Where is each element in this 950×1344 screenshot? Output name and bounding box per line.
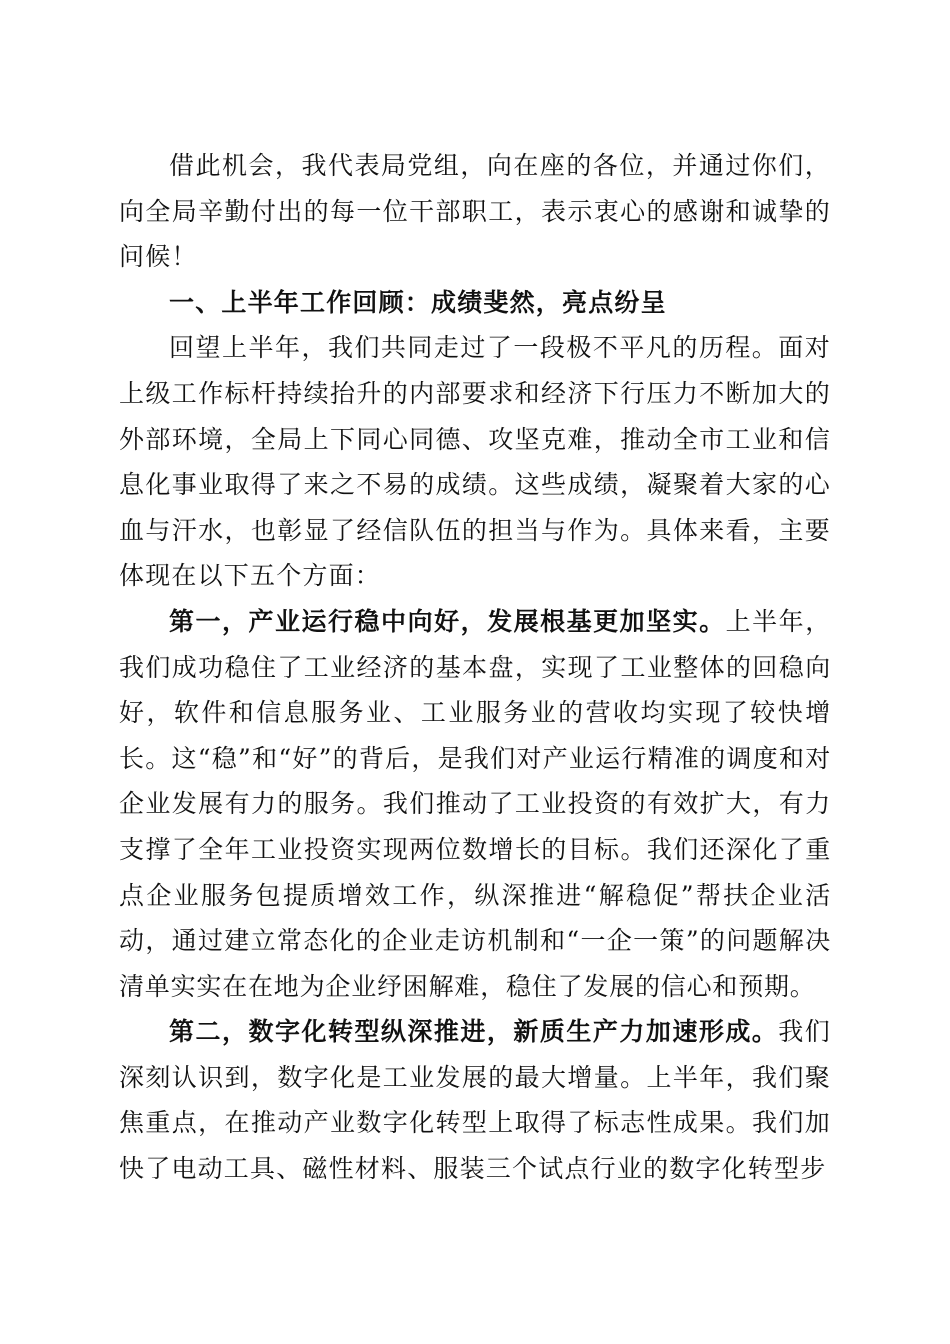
point-one-paragraph <box>119 599 831 1009</box>
section-heading: 一、上半年工作回顾：成绩斐然，亮点纷呈 <box>169 287 667 317</box>
point-one-body: 上半年，我们成功稳住了工业经济的基本盘，实现了工业整体的回稳向好，软件和信息服务业、工业服务业的营收均实现了较快增长。这“稳”和“好”的背后，是我们对产业运行精准的调度和对企业发展有力的服务。我们推动了工业投资的有效扩大，有力支撑了全年工业投资实现两位数增长的目标。我们还深化了重点企业服务包提质增效工作，纵深推进“解稳促”帮扶企业活动，通过建立常态化的企业走访机制和“一企一策”的问题解决清单实实在在地为企业纾困解难，稳住了发展的信心和预期。 <box>119 606 831 1001</box>
review-paragraph: 回望上半年，我们共同走过了一段极不平凡的历程。面对上级工作标杆持续抬升的内部要求和经济下行压力不断加大的外部环境，全局上下同心同德、攻坚克难，推动全市工业和信息化事业取得了来之不易的成绩。这些成绩，凝聚着大家的心血与汗水，也彰显了经信队伍的担当与作为。具体来看，主要体现在以下五个方面： <box>119 333 831 591</box>
opening-paragraph: 借此机会，我代表局党组，向在座的各位，并通过你们，向全局辛勤付出的每一位干部职工，表示衷心的感谢和诚挚的问候！ <box>119 151 831 272</box>
point-one-lead: 第一，产业运行稳中向好，发展根基更加坚实。 <box>169 606 726 636</box>
point-two-paragraph <box>119 1009 831 1191</box>
point-two-lead: 第二，数字化转型纵深推进，新质生产力加速形成。 <box>169 1017 779 1047</box>
document-body <box>119 143 831 1192</box>
point-two-body: 我们深刻认识到，数字化是工业发展的最大增量。上半年，我们聚焦重点，在推动产业数字化转型上取得了标志性成果。我们加快了电动工具、磁性材料、服装三个试点行业的数字化转型步 <box>119 1017 831 1184</box>
